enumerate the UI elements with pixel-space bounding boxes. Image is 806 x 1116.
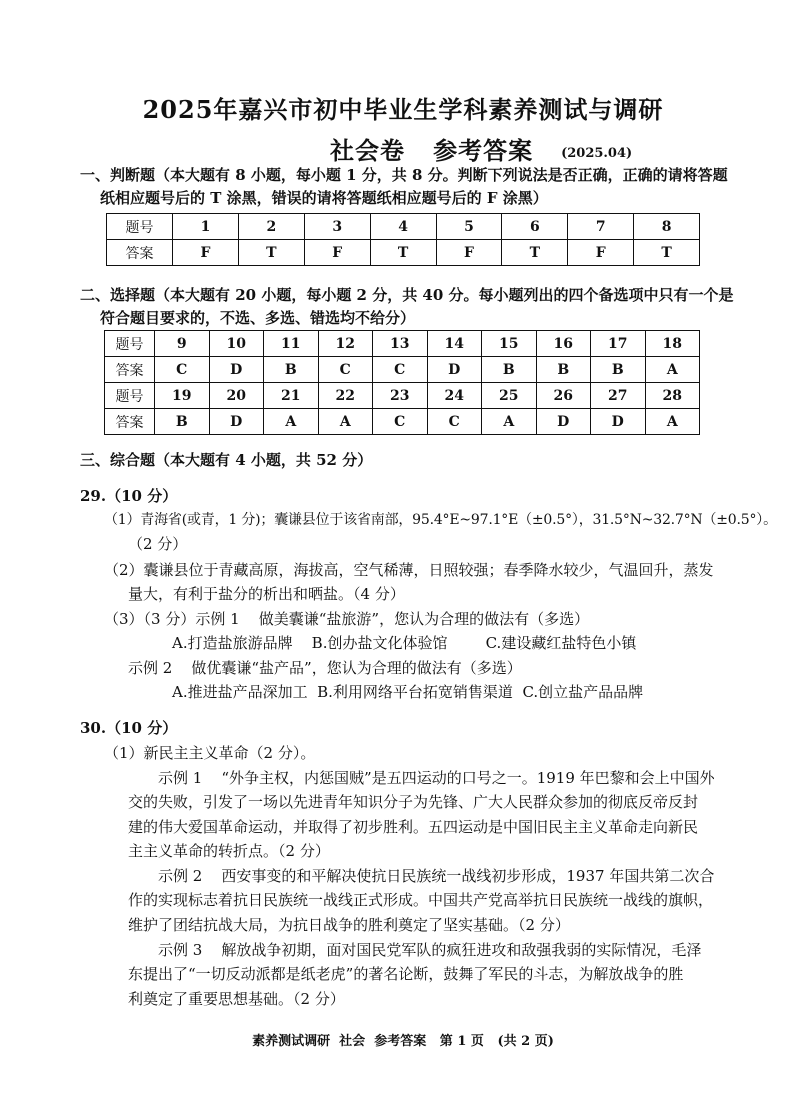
question-number: 25	[482, 383, 537, 409]
row-header-number: 题号	[105, 331, 155, 357]
q29-part2-line2: 量大，有利于盐分的析出和晒盐。（4 分）	[128, 585, 405, 603]
table-row	[107, 214, 700, 240]
q30-example1-line4: 主主义革命的转折点。（2 分）	[128, 842, 330, 860]
section2-intro-line2: 符合题目要求的，不选、多选、错选均不给分）	[100, 309, 416, 327]
answer-cell: B	[264, 357, 319, 383]
answer-cell: F	[436, 240, 502, 266]
subtitle-row	[330, 131, 632, 166]
row-header-number: 题号	[105, 383, 155, 409]
table-row	[105, 357, 700, 383]
question-number: 17	[591, 331, 646, 357]
section1-intro-line2: 纸相应题号后的 T 涂黑，错误的请将答题纸相应题号后的 F 涂黑）	[100, 189, 548, 207]
page-subtitle: 社会卷 参考答案	[330, 136, 534, 165]
q30-example2-line2: 作的实现标志着抗日民族统一战线正式形成。中国共产党高举抗日民族统一战线的旗帜，	[128, 891, 714, 909]
answer-cell: D	[591, 409, 646, 435]
answer-cell: D	[427, 357, 482, 383]
answer-cell: A	[645, 357, 700, 383]
q29-part1-line1: （1）青海省(或青，1 分)；囊谦县位于该省南部，95.4°E~97.1°E（±0.5°），31.5°N~32.7°N（±0.5°）。	[104, 512, 777, 528]
answer-cell: T	[634, 240, 700, 266]
row-header-number: 题号	[107, 214, 173, 240]
question-number: 13	[373, 331, 428, 357]
question-number: 22	[318, 383, 373, 409]
q29-part1-line2: （2 分）	[128, 535, 188, 553]
answer-cell: A	[482, 409, 537, 435]
page-footer: 素养测试调研 社会 参考答案 第 1 页 (共 2 页)	[252, 1034, 554, 1049]
table-row	[105, 383, 700, 409]
answer-cell: D	[209, 409, 264, 435]
row-header-answer: 答案	[105, 357, 155, 383]
question-number: 20	[209, 383, 264, 409]
q30-example1-line1: 示例 1 “外争主权，内惩国贼”是五四运动的口号之一。1919 年巴黎和会上中国外	[158, 769, 715, 787]
question-number: 21	[264, 383, 319, 409]
question-number: 19	[155, 383, 210, 409]
answer-cell: B	[591, 357, 646, 383]
question-number: 4	[370, 214, 436, 240]
row-header-answer: 答案	[105, 409, 155, 435]
exam-date: (2025.04)	[561, 146, 633, 161]
question-number: 18	[645, 331, 700, 357]
q30-heading: 30.（10 分）	[80, 719, 178, 737]
question-number: 23	[373, 383, 428, 409]
answer-cell: B	[482, 357, 537, 383]
answer-cell: A	[264, 409, 319, 435]
question-number: 15	[482, 331, 537, 357]
answer-cell: F	[173, 240, 239, 266]
q30-example1-line2: 交的失败，引发了一场以先进青年知识分子为先锋、广大人民群众参加的彻底反帝反封	[128, 793, 699, 811]
q29-part3-line2: 示例 2 做优囊谦“盐产品”，您认为合理的做法有（多选）	[128, 659, 522, 677]
question-number: 16	[536, 331, 591, 357]
question-number: 26	[536, 383, 591, 409]
section3-intro: 三、综合题（本大题有 4 小题，共 52 分）	[80, 451, 373, 469]
question-number: 24	[427, 383, 482, 409]
q29-part3-options1: A.打造盐旅游品牌 B.创办盐文化体验馆 C.建设藏红盐特色小镇	[172, 634, 637, 652]
answer-cell: A	[645, 409, 700, 435]
answer-cell: F	[304, 240, 370, 266]
section2-intro-line1: 二、选择题（本大题有 20 小题，每小题 2 分，共 40 分。每小题列出的四个备选项中只有一个是	[80, 286, 734, 304]
question-number: 10	[209, 331, 264, 357]
question-number: 8	[634, 214, 700, 240]
answer-cell: T	[370, 240, 436, 266]
answer-cell: T	[238, 240, 304, 266]
answer-cell: T	[502, 240, 568, 266]
q30-example2-line3: 维护了团结抗战大局，为抗日战争的胜利奠定了坚实基础。（2 分）	[128, 916, 570, 934]
answer-cell: A	[318, 409, 373, 435]
q30-example3-line1: 示例 3 解放战争初期，面对国民党军队的疯狂进攻和敌强我弱的实际情况，毛泽	[158, 941, 702, 959]
q30-example1-line3: 建的伟大爱国革命运动，并取得了初步胜利。五四运动是中国旧民主主义革命走向新民	[128, 818, 699, 836]
question-number: 5	[436, 214, 502, 240]
answer-cell: C	[373, 357, 428, 383]
question-number: 2	[238, 214, 304, 240]
section1-answer-table	[106, 213, 700, 266]
question-number: 27	[591, 383, 646, 409]
question-number: 1	[173, 214, 239, 240]
answer-cell: B	[536, 357, 591, 383]
q29-part2-line1: （2）囊谦县位于青藏高原，海拔高，空气稀薄，日照较强；春季降水较少，气温回升，蒸发	[104, 561, 714, 579]
question-number: 3	[304, 214, 370, 240]
q29-heading: 29.（10 分）	[80, 487, 178, 505]
answer-cell: D	[536, 409, 591, 435]
question-number: 9	[155, 331, 210, 357]
answer-cell: F	[568, 240, 634, 266]
section1-intro-line1: 一、判断题（本大题有 8 小题，每小题 1 分，共 8 分。判断下列说法是否正确，正确的请将答题	[80, 166, 728, 184]
q30-example2-line1: 示例 2 西安事变的和平解决使抗日民族统一战线初步形成，1937 年国共第二次合	[158, 867, 715, 885]
table-row	[105, 331, 700, 357]
question-number: 7	[568, 214, 634, 240]
answer-cell: D	[209, 357, 264, 383]
question-number: 14	[427, 331, 482, 357]
q29-part3-line1: （3）（3 分）示例 1 做美囊谦“盐旅游”，您认为合理的做法有（多选）	[104, 610, 590, 628]
page-title: 2025年嘉兴市初中毕业生学科素养测试与调研	[142, 95, 664, 124]
q29-part3-options2: A.推进盐产品深加工 B.利用网络平台拓宽销售渠道 C.创立盐产品品牌	[172, 683, 644, 701]
row-header-answer: 答案	[107, 240, 173, 266]
table-row	[105, 409, 700, 435]
answer-cell: C	[318, 357, 373, 383]
q30-example3-line3: 利奠定了重要思想基础。（2 分）	[128, 990, 345, 1008]
question-number: 11	[264, 331, 319, 357]
q30-example3-line2: 东提出了“一切反动派都是纸老虎”的著名论断，鼓舞了军民的斗志，为解放战争的胜	[128, 965, 684, 983]
answer-cell: C	[373, 409, 428, 435]
answer-cell: B	[155, 409, 210, 435]
table-row	[107, 240, 700, 266]
q30-part1: （1）新民主主义革命（2 分）。	[104, 744, 316, 762]
section2-answer-table	[104, 330, 700, 435]
question-number: 28	[645, 383, 700, 409]
answer-cell: C	[155, 357, 210, 383]
answer-cell: C	[427, 409, 482, 435]
question-number: 12	[318, 331, 373, 357]
question-number: 6	[502, 214, 568, 240]
